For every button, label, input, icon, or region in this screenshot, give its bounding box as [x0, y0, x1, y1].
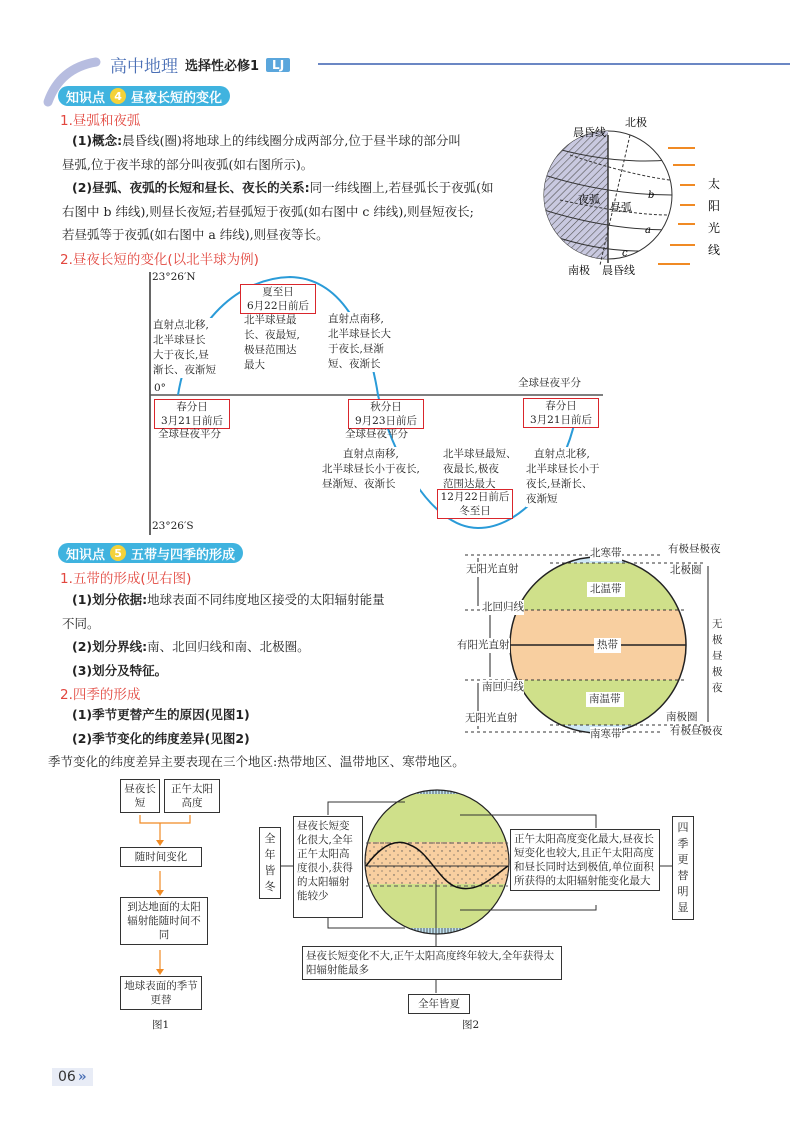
- fig2-tropic-box: 昼夜长短变化不大,正午太阳高度终年较大,全年获得太阳辐射能最多: [302, 946, 562, 980]
- no-direct-sun-label-2: 无阳光直射: [465, 712, 518, 724]
- text: 若昼弧等于夜弧(如右图中 a 纬线),则昼夜等长。: [62, 227, 329, 242]
- fig1-caption: 图1: [152, 1019, 170, 1031]
- text: 昼弧,位于夜半球的部分叫夜弧(如右图所示)。: [62, 156, 314, 172]
- svg-text:太: 太: [708, 177, 721, 191]
- term: (1)概念:: [72, 133, 123, 148]
- south-frigid-zone-label: 南寒带: [590, 728, 622, 740]
- winter-solstice-box: 12月22日前后 冬至日: [437, 489, 513, 519]
- fig2-polar-box: 昼夜长短变化很大,全年正午太阳高度很小,获得的太阳辐射能较少: [293, 816, 363, 918]
- svg-text:光: 光: [708, 221, 721, 235]
- polar-day-night-label: 有极昼极夜: [668, 543, 721, 555]
- annotation-winter: 北半球昼最短、 夜最长,极夜 范围达最大: [443, 448, 517, 490]
- arctic-circle-label: 北极圈: [670, 564, 702, 576]
- svg-text:线: 线: [708, 243, 721, 257]
- header-title: 高中地理: [110, 57, 178, 77]
- summer-solstice-box: 夏至日 6月22日前后: [240, 284, 316, 314]
- fig1-noon-sun-box: 正午太阳高度: [164, 779, 220, 813]
- fig2-summer-box: 全年皆夏: [408, 994, 470, 1014]
- tag-number: 4: [110, 88, 126, 104]
- fig1-day-length-box: 昼夜长短: [120, 779, 160, 813]
- no-direct-sun-label: 无阳光直射: [466, 563, 519, 575]
- spring-equinox-box-2: 春分日 3月21日前后: [523, 398, 599, 428]
- header-subtitle: 选择性必修1: [185, 59, 260, 74]
- north-pole-label: 北极: [625, 116, 647, 129]
- fig2-temperate-box: 正午太阳高度变化最大,昼夜长短变化也较大,且正午太阳高度和昼长同时达到极值,单位面积所获得的太阳辐射能变化最大: [510, 829, 660, 891]
- section-heading: 1.昼弧和夜弧: [60, 113, 141, 129]
- text: 同一纬线圈上,若昼弧长于夜弧(如: [309, 180, 494, 195]
- annotation-north-move-2: 直射点北移, 北半球昼长小于 夜长,昼渐长、 夜渐短: [526, 448, 600, 505]
- tag-title: 昼夜长短的变化: [131, 90, 223, 106]
- annotation-north-move: 直射点北移, 北半球昼长 大于夜长,昼 渐长、夜渐短: [153, 319, 216, 376]
- section-heading: 1.五带的形成(见右图): [60, 571, 192, 587]
- no-polar-day-night-label: 无 极 昼 极 夜: [712, 618, 723, 694]
- fig2-seasons-box: 四 季 更 替 明 显: [672, 816, 694, 920]
- section-heading: 2.昼夜长短的变化(以北半球为例): [60, 252, 259, 268]
- fig2-caption: 图2: [462, 1019, 480, 1031]
- lat-south-label: 23°26′S: [152, 520, 194, 532]
- tag-label: 知识点: [66, 547, 106, 563]
- south-pole-label: 南极: [568, 264, 590, 275]
- autumn-equinox-note: 全球昼夜平分: [345, 428, 408, 440]
- term: (2)昼弧、夜弧的长短和昼长、夜长的关系:: [72, 180, 310, 195]
- terminator-label: 晨昏线: [573, 126, 606, 139]
- annotation-summer: 北半球昼最 长、夜最短, 极昼范围达 最大: [244, 314, 300, 371]
- chevrons-right-icon: »: [77, 1069, 87, 1085]
- direct-sun-label: 有阳光直射: [457, 639, 510, 651]
- tag-label: 知识点: [66, 90, 106, 106]
- tropic-of-capricorn-label: 南回归线: [482, 681, 524, 693]
- section-body: (1)季节更替产生的原因(见图1) (2)季节变化的纬度差异(见图2) 季节变化的纬度差异主要表现在三个地区:热带地区、温带地区、寒带地区。: [48, 707, 465, 769]
- polar-day-night-label-2: 有极昼极夜: [670, 725, 723, 737]
- text: 晨昏线(圈)将地球上的纬线圈分成两部分,位于昼半球的部分叫: [122, 133, 461, 148]
- antarctic-circle-label: 南极圈: [666, 711, 698, 723]
- autumn-equinox-box: 秋分日 9月23日前后: [348, 399, 424, 429]
- fig1-time-change-box: 随时间变化: [120, 847, 202, 867]
- section-body: (1)划分依据:地球表面不同纬度地区接受的太阳辐射能量 不同。 (2)划分界线:南、北回归线和南、北极圈。 (3)划分及特征。: [62, 592, 385, 678]
- fig1-radiation-box: 到达地面的太阳辐射能随时间不同: [120, 897, 208, 945]
- tropic-of-cancer-label: 北回归线: [482, 601, 524, 613]
- north-temperate-zone-label: 北温带: [587, 582, 625, 597]
- fig2-winter-box: 全 年 皆 冬: [259, 827, 281, 899]
- fig1-season-box: 地球表面的季节更替: [120, 976, 202, 1010]
- lat-a-label: a: [645, 225, 651, 236]
- section-heading: 2.四季的形成: [60, 687, 141, 703]
- lat-zero-label: 0°: [154, 382, 166, 394]
- tag-title: 五带与四季的形成: [131, 547, 236, 563]
- lat-b-label: b: [648, 190, 655, 201]
- spring-equinox-note-2: 全球昼夜平分: [518, 377, 581, 389]
- text: 右图中 b 纬线),则昼长夜短;若昼弧短于夜弧(如右图中 c 纬线),则昼短夜长;: [62, 203, 474, 219]
- page-number: 06 »: [52, 1068, 93, 1086]
- tag-number: 5: [110, 545, 126, 561]
- svg-text:阳: 阳: [708, 199, 721, 213]
- lat-c-label: c: [622, 248, 628, 259]
- annotation-south-move-2: 直射点南移, 北半球昼长小于夜长, 昼渐短、夜渐长: [322, 448, 420, 490]
- spring-equinox-note: 全球昼夜平分: [158, 428, 221, 440]
- night-arc-label: 夜弧: [578, 193, 600, 206]
- south-temperate-zone-label: 南温带: [586, 692, 624, 707]
- spring-equinox-box: 春分日 3月21日前后: [154, 399, 230, 429]
- terminator-label-2: 晨昏线: [602, 264, 635, 275]
- tropic-zone-label: 热带: [594, 638, 621, 653]
- header-badge: LJ: [266, 58, 290, 72]
- north-frigid-zone-label: 北寒带: [590, 547, 622, 559]
- lat-north-label: 23°26′N: [152, 271, 196, 283]
- day-arc-label: 昼弧: [610, 201, 632, 214]
- annotation-south-move: 直射点南移, 北半球昼长大 于夜长,昼渐 短、夜渐长: [328, 313, 391, 370]
